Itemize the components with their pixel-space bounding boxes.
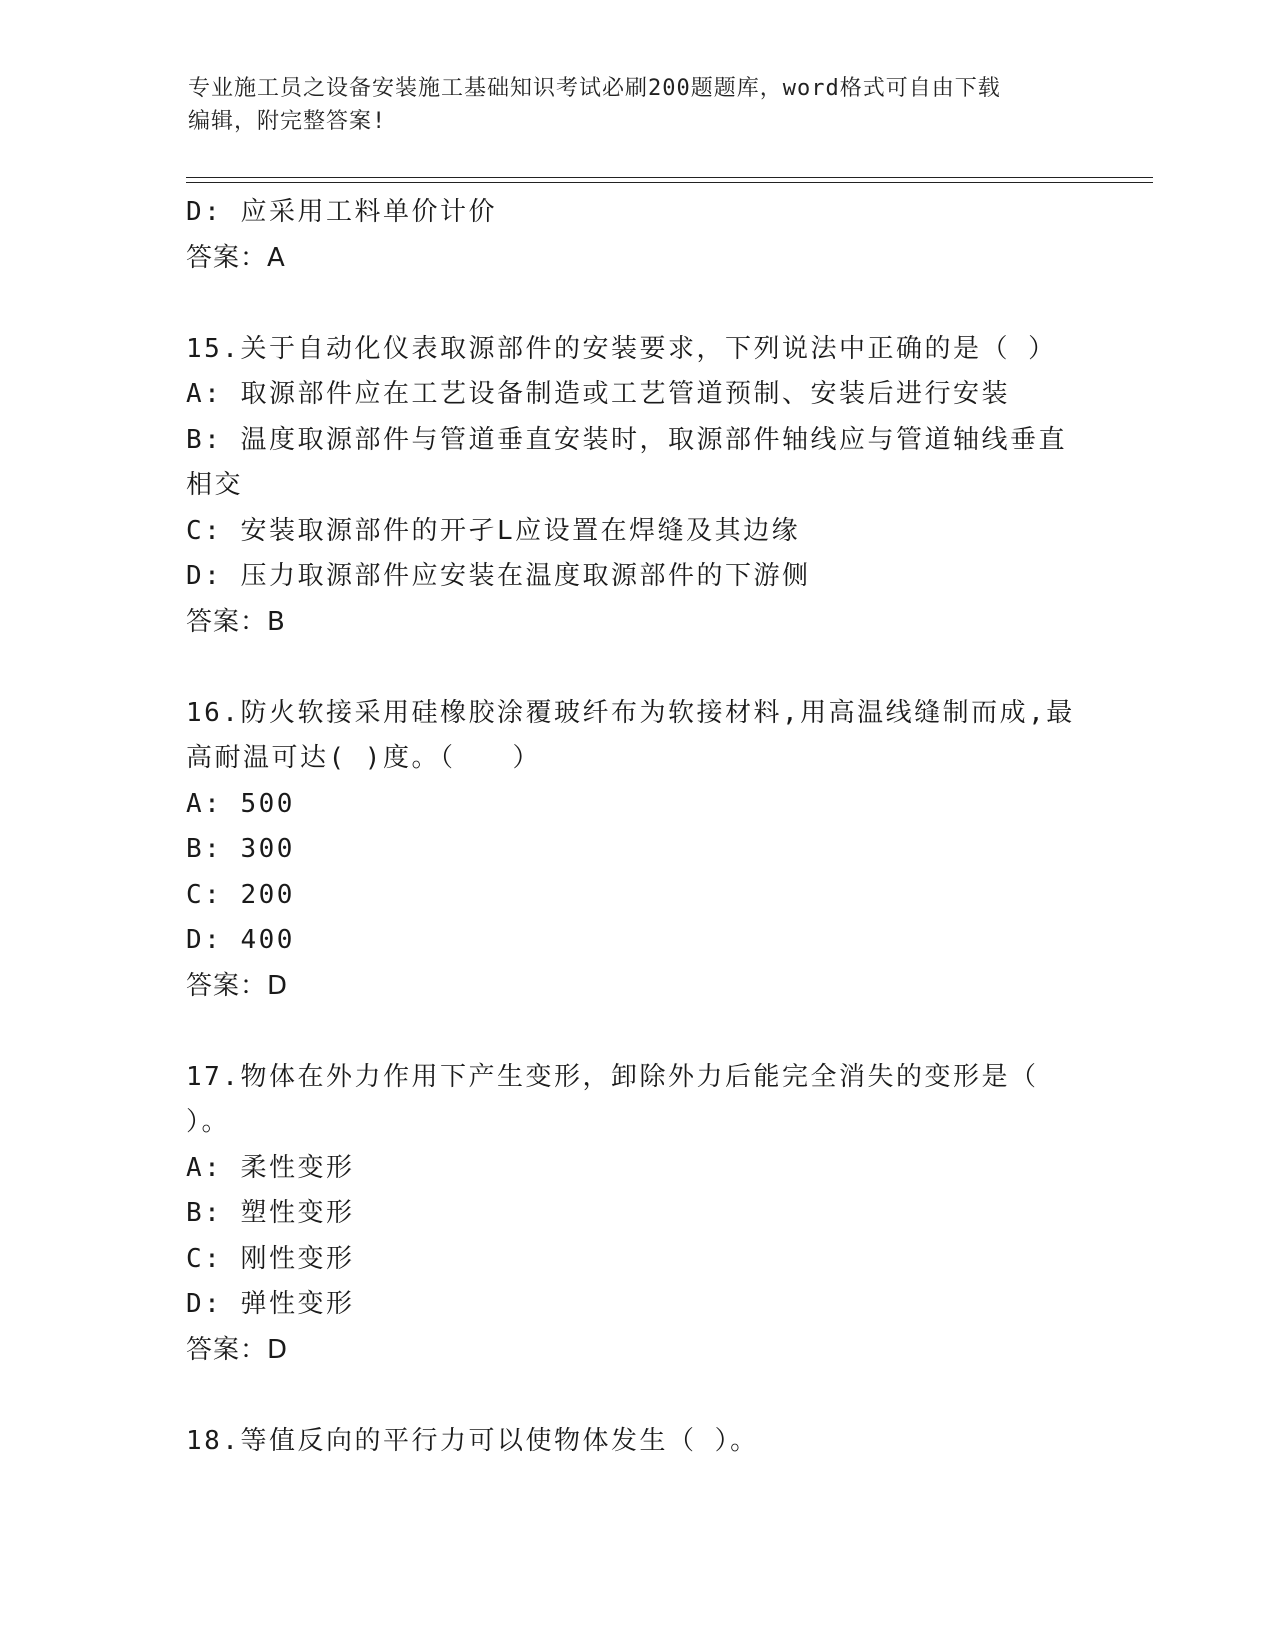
- option-c: C: 安装取源部件的开孑L应设置在焊缝及其边缘: [186, 515, 801, 546]
- question-14-tail: [186, 190, 1086, 281]
- option-c: C: 200: [186, 879, 295, 910]
- document-body: [186, 190, 1086, 1464]
- question-stem-continued: ）。: [186, 1107, 231, 1137]
- option-d: D: 400: [186, 925, 295, 955]
- question-stem: 16.防火软接采用硅橡胶涂覆玻纤布为软接材料,用高温线缝制而成,最: [186, 697, 1075, 728]
- answer: 答案：B: [186, 606, 286, 637]
- option-d: D: 弹性变形: [186, 1289, 355, 1319]
- spacer: [186, 1009, 1086, 1055]
- question-stem: 17.物体在外力作用下产生变形，卸除外力后能完全消失的变形是（: [186, 1061, 1039, 1092]
- spacer: [186, 645, 1086, 691]
- option-d: D: 压力取源部件应安装在温度取源部件的下游侧: [186, 561, 811, 591]
- spacer: [186, 281, 1086, 327]
- question-stem-continued: 高耐温可达( )度。（ ）: [186, 743, 541, 773]
- header-line-2: 编辑，附完整答案!: [188, 109, 387, 134]
- header-rule-bottom: [186, 182, 1153, 183]
- question-15: [186, 327, 1086, 646]
- spacer: [186, 1373, 1086, 1419]
- option-d: D: 应采用工料单价计价: [186, 197, 497, 227]
- option-b: B: 塑性变形: [186, 1198, 355, 1228]
- option-c: C: 刚性变形: [186, 1243, 355, 1274]
- option-a: A: 取源部件应在工艺设备制造或工艺管道预制、安装后进行安装: [186, 379, 1010, 409]
- option-a: A: 500: [186, 788, 295, 819]
- question-stem: 15.关于自动化仪表取源部件的安装要求，下列说法中正确的是（ ）: [186, 333, 1057, 364]
- header-rule-top: [186, 177, 1153, 178]
- option-b: B: 温度取源部件与管道垂直安装时，取源部件轴线应与管道轴线垂直: [186, 424, 1067, 455]
- question-stem: 18.等值反向的平行力可以使物体发生（ ）。: [186, 1425, 759, 1456]
- question-18: [186, 1419, 1086, 1465]
- answer: 答案：D: [186, 1334, 289, 1365]
- option-b: B: 300: [186, 834, 295, 864]
- answer: 答案：D: [186, 970, 289, 1001]
- question-16: [186, 691, 1086, 1010]
- answer: 答案：A: [186, 242, 286, 273]
- document-header: [188, 72, 1068, 138]
- question-17: [186, 1055, 1086, 1374]
- option-b-continued: 相交: [186, 470, 244, 500]
- option-a: A: 柔性变形: [186, 1152, 355, 1183]
- header-line-1: 专业施工员之设备安装施工基础知识考试必刷200题题库，word格式可自由下载: [188, 76, 1001, 101]
